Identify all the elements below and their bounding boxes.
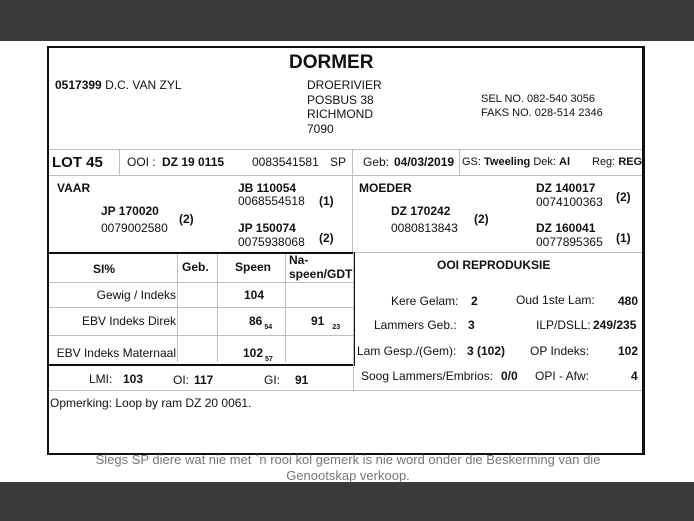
- address-line: POSBUS 38: [307, 92, 374, 107]
- si-row-naspeen-sub: 23: [332, 324, 341, 331]
- reg-value: REG: [618, 156, 643, 168]
- vaar-vaar-number: 0068554518: [238, 194, 305, 208]
- vaar-moeder-number: 0075938068: [238, 235, 305, 249]
- top-bar: [0, 0, 694, 41]
- dek-label: Dek:: [533, 156, 556, 168]
- speen-header: Speen: [235, 260, 272, 274]
- ooi-label: OOI :: [127, 155, 156, 169]
- geb-label: Geb:: [363, 155, 390, 169]
- sel-number: SEL NO. 082-540 3056: [481, 93, 595, 105]
- breeder: [55, 78, 182, 92]
- breeder-name: D.C. VAN ZYL: [105, 78, 182, 92]
- gs-value: Tweeling: [484, 156, 531, 168]
- vaar-moeder-id: JP 150074: [238, 221, 296, 235]
- breed-title: DORMER: [289, 52, 374, 73]
- opi-value: 4: [631, 369, 638, 383]
- moeder-grade: (2): [474, 212, 489, 226]
- moeder-vaar-grade: (2): [616, 190, 631, 204]
- footer-note: Slegs SP diere wat nie met `n rooi kol gemerk is nie word onder die Beskerming van die Genootskap verkoop.: [95, 452, 601, 483]
- kere-label: Kere Gelam:: [391, 294, 459, 308]
- moeder-vaar-number: 0074100363: [536, 195, 603, 209]
- reg: [592, 156, 642, 168]
- soog-value: 0/0: [501, 369, 518, 383]
- vaar-grade: (2): [179, 212, 194, 226]
- ilp-value: 249/235: [593, 318, 637, 332]
- oud-value: 480: [618, 294, 639, 308]
- address: [307, 78, 382, 136]
- kere-value: 2: [471, 294, 478, 308]
- si-row-speen-sub: 57: [265, 356, 273, 363]
- address-line: RICHMOND: [307, 107, 373, 121]
- lot-number: LOT 45: [52, 154, 103, 171]
- si-row-label: EBV Indeks Maternaal: [56, 346, 176, 360]
- remark: Opmerking: Loop by ram DZ 20 0061.: [50, 396, 252, 410]
- gs-label: GS:: [462, 156, 481, 168]
- moeder-moeder-id: DZ 160041: [536, 221, 596, 235]
- repro-title: OOI REPRODUKSIE: [437, 258, 551, 272]
- bottom-bar: [0, 482, 694, 521]
- si-row-speen-value: 86: [249, 314, 263, 328]
- naspeen-header: [289, 253, 352, 281]
- vaar-label: VAAR: [57, 181, 91, 195]
- contact: [481, 92, 603, 120]
- oi-value: 117: [194, 373, 214, 387]
- si-row-speen-sub: 54: [264, 324, 273, 331]
- op-label: OP Indeks:: [530, 344, 590, 358]
- naspeen-header-line2: speen/GDT: [289, 267, 353, 281]
- op-value: 102: [618, 344, 639, 358]
- naspeen-header-line1: Na-: [289, 253, 309, 267]
- si-row-label: EBV Indeks Direk: [81, 314, 176, 328]
- address-line: DROERIVIER: [307, 78, 382, 92]
- gi-label: GI:: [264, 373, 281, 387]
- moeder-number: 0080813843: [391, 221, 458, 235]
- oi-label: OI:: [173, 373, 190, 387]
- dek-value: Al: [559, 156, 571, 168]
- si-header: SI%: [93, 262, 116, 276]
- ooi-id: DZ 19 0115: [162, 155, 225, 169]
- opi-label: OPI - Afw:: [535, 369, 590, 383]
- address-line: 7090: [307, 121, 334, 136]
- si-row-naspeen-value: 91: [311, 314, 325, 328]
- lmi-label: LMI:: [89, 372, 113, 386]
- moeder-label: MOEDER: [359, 181, 412, 195]
- lammers-value: 3: [468, 318, 475, 332]
- gesp-value: 3 (102): [467, 344, 506, 358]
- vaar-id: JP 170020: [101, 204, 159, 218]
- gesp-label: Lam Gesp./(Gem):: [357, 344, 457, 358]
- vaar-number: 0079002580: [101, 221, 168, 235]
- gi-value: 91: [295, 373, 309, 387]
- lmi-value: 103: [123, 372, 144, 386]
- si-row-speen-value: 102: [243, 346, 264, 360]
- vaar-vaar-id: JB 110054: [238, 181, 297, 195]
- si-row-speen: 104: [244, 288, 265, 302]
- breeder-id: 0517399: [55, 78, 102, 92]
- vaar-moeder-grade: (2): [319, 231, 334, 245]
- sp-flag: SP: [330, 155, 347, 169]
- moeder-vaar-id: DZ 140017: [536, 181, 596, 195]
- lammers-label: Lammers Geb.:: [374, 318, 457, 332]
- soog-label: Soog Lammers/Embrios:: [361, 369, 494, 383]
- si-row-label: Gewig / Indeks: [96, 288, 176, 302]
- si-row-naspeen: [311, 314, 341, 331]
- gs-dek: [462, 156, 570, 168]
- moeder-moeder-number: 0077895365: [536, 235, 603, 249]
- moeder-moeder-grade: (1): [616, 231, 631, 245]
- lot-card: [47, 46, 645, 455]
- geb-header: Geb.: [182, 260, 209, 274]
- reg-label: Reg:: [592, 156, 616, 168]
- oud-label: Oud 1ste Lam:: [516, 293, 595, 307]
- vaar-vaar-grade: (1): [319, 194, 334, 208]
- ilp-label: ILP/DSLL:: [536, 318, 591, 332]
- birth-date: 04/03/2019: [394, 155, 455, 169]
- faks-number: FAKS NO. 028-514 2346: [481, 107, 603, 119]
- moeder-id: DZ 170242: [391, 204, 451, 218]
- si-row-speen: [243, 346, 273, 363]
- ooi-number: 0083541581: [252, 155, 319, 169]
- si-row-speen: [249, 314, 273, 331]
